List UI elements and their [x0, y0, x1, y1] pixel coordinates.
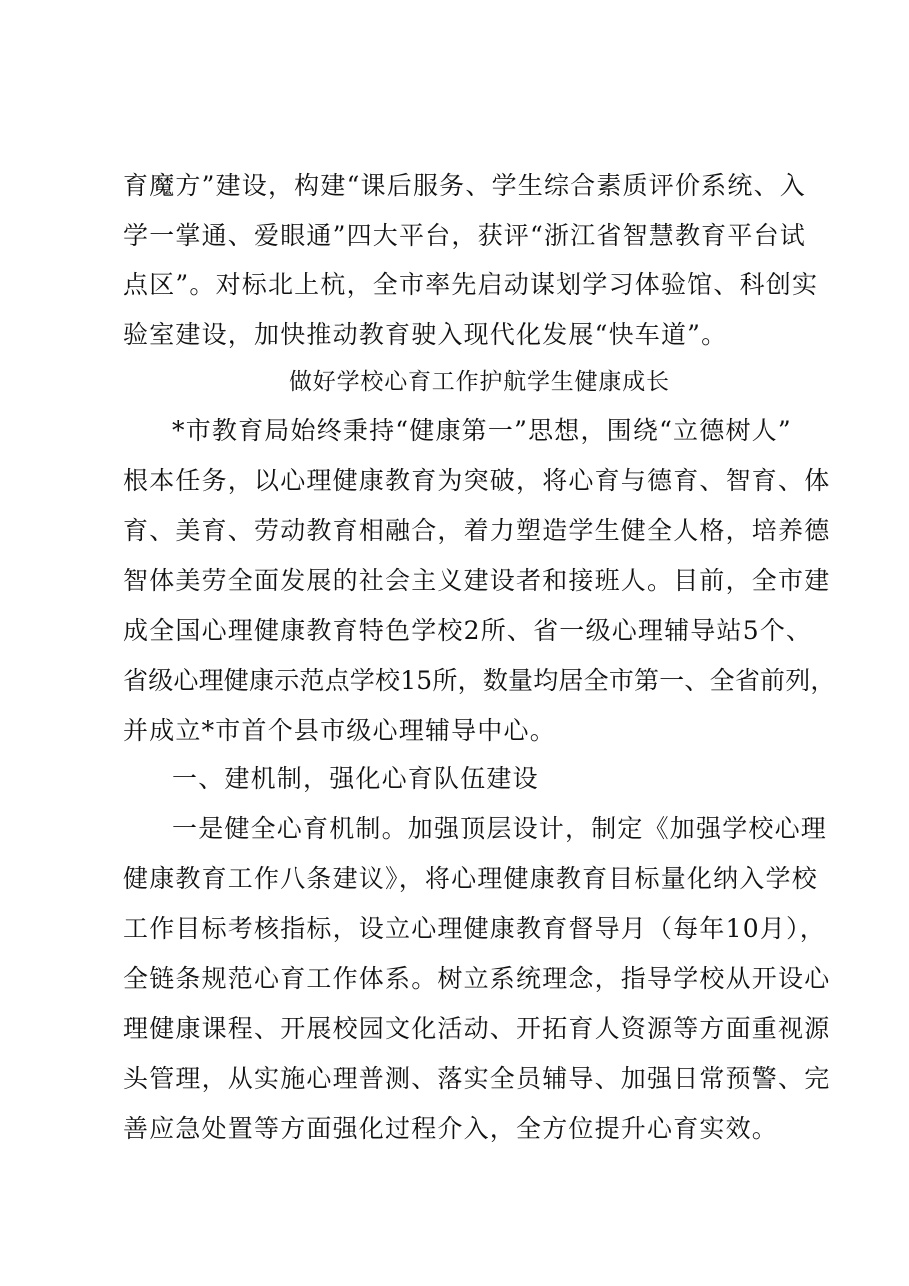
intro-line-2: 学一掌通、爱眼通”四大平台，获评“浙江省智慧教育平台试	[123, 221, 806, 250]
para2-line-6: 头管理，从实施心理普测、落实全员辅导、加强日常预警、完	[123, 1064, 831, 1093]
para1-line-1: *市教育局始终秉持“健康第一”思想，围绕“立德树人”	[172, 416, 792, 445]
heading-1: 一、建机制，强化心育队伍建设	[172, 764, 539, 793]
para2-line-7: 善应急处置等方面强化过程介入，全方位提升心育实效。	[123, 1114, 779, 1143]
para2-line-4: 全链条规范心育工作体系。树立系统理念，指导学校从开设心	[123, 964, 831, 993]
intro-line-1: 育魔方”建设，构建“课后服务、学生综合素质评价系统、入	[123, 171, 806, 200]
para2-line-1: 一是健全心育机制。加强顶层设计，制定《加强学校心理	[172, 814, 828, 843]
para1-line-6: 省级心理健康示范点学校15所，数量均居全市第一、全省前列，	[123, 666, 836, 695]
para1-line-4: 智体美劳全面发展的社会主义建设者和接班人。目前，全市建	[123, 566, 831, 595]
para1-line-3: 育、美育、劳动教育相融合，着力塑造学生健全人格，培养德	[123, 516, 831, 545]
intro-line-4: 验室建设，加快推动教育驶入现代化发展“快车道”。	[123, 320, 728, 349]
section-title: 做好学校心育工作护航学生健康成长	[289, 369, 670, 395]
para2-line-5: 理健康课程、开展校园文化活动、开拓育人资源等方面重视源	[123, 1014, 831, 1043]
para1-line-5: 成全国心理健康教育特色学校2所、省一级心理辅导站5个、	[123, 616, 813, 645]
para1-line-7: 并成立*市首个县市级心理辅导中心。	[123, 716, 556, 745]
para1-line-2: 根本任务，以心理健康教育为突破，将心育与德育、智育、体	[123, 466, 831, 495]
para2-line-2: 健康教育工作八条建议》，将心理健康教育目标量化纳入学校	[123, 864, 818, 893]
intro-line-3: 点区”。对标北上杭，全市率先启动谋划学习体验馆、科创实	[123, 270, 819, 299]
para2-line-3: 工作目标考核指标，设立心理健康教育督导月（每年10月），	[123, 914, 826, 943]
